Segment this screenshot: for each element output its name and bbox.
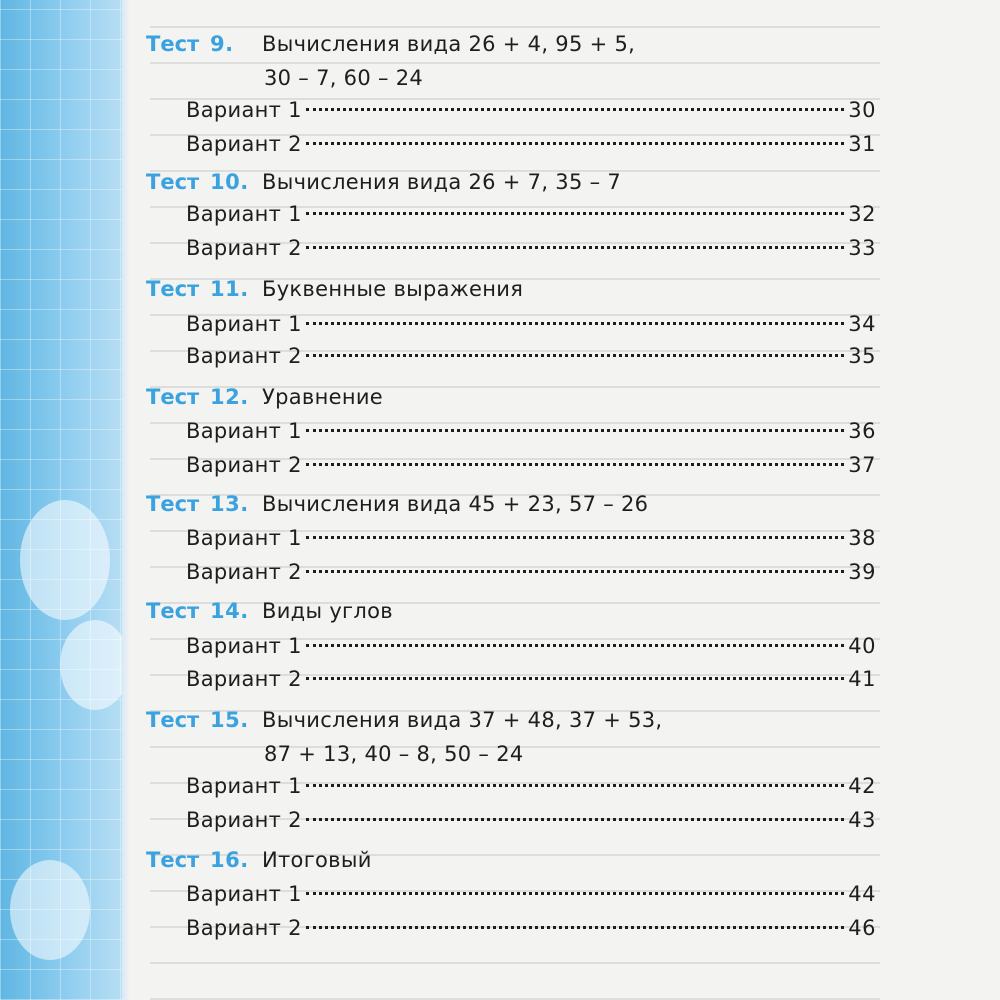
variant-label: Вариант 2 <box>186 667 302 691</box>
test-title: Уравнение <box>262 385 384 409</box>
toc-variant-entry[interactable] <box>186 200 876 228</box>
test-title: Итоговый <box>262 848 372 872</box>
toc-variant-entry[interactable] <box>186 772 876 800</box>
toc-variant-entry[interactable] <box>186 880 876 908</box>
test-word: Тест <box>146 32 200 56</box>
test-title-continued: 87 + 13, 40 – 8, 50 – 24 <box>264 742 524 766</box>
dot-leader <box>306 246 844 249</box>
test-number: 16. <box>210 848 249 872</box>
toc-test-heading <box>146 275 523 303</box>
dot-leader <box>306 818 844 821</box>
test-word: Тест <box>146 848 200 872</box>
test-number: 13. <box>210 492 249 516</box>
page-number: 33 <box>848 236 876 260</box>
page-number: 31 <box>848 132 876 156</box>
page-number: 44 <box>848 882 876 906</box>
test-number: 9. <box>210 32 234 56</box>
variant-label: Вариант 1 <box>186 419 302 443</box>
test-number: 11. <box>210 277 249 301</box>
variant-label: Вариант 1 <box>186 526 302 550</box>
test-number: 15. <box>210 708 249 732</box>
page-number: 38 <box>848 526 876 550</box>
page-number: 30 <box>848 98 876 122</box>
page-number: 32 <box>848 202 876 226</box>
toc-variant-entry[interactable] <box>186 806 876 834</box>
dot-leader <box>306 142 844 145</box>
toc-test-heading <box>146 30 635 58</box>
test-title: Вычисления вида 26 + 4, 95 + 5, <box>262 32 636 56</box>
test-number: 14. <box>210 599 249 623</box>
toc-variant-entry[interactable] <box>186 96 876 124</box>
variant-label: Вариант 2 <box>186 453 302 477</box>
test-word: Тест <box>146 599 200 623</box>
toc-variant-entry[interactable] <box>186 234 876 262</box>
test-number: 12. <box>210 385 249 409</box>
test-title: Буквенные выражения <box>262 277 524 301</box>
toc-variant-entry[interactable] <box>186 417 876 445</box>
toc-test-heading <box>146 383 383 411</box>
toc-test-heading <box>146 846 372 874</box>
toc-variant-entry[interactable] <box>186 342 876 370</box>
page-number: 40 <box>848 634 876 658</box>
test-title: Вычисления вида 26 + 7, 35 – 7 <box>262 170 622 194</box>
toc-test-heading <box>146 168 621 196</box>
dot-leader <box>306 536 844 539</box>
test-word: Тест <box>146 708 200 732</box>
test-number: 10. <box>210 170 249 194</box>
dot-leader <box>306 677 844 680</box>
toc-variant-entry[interactable] <box>186 632 876 660</box>
dot-leader <box>306 354 844 357</box>
toc-test-heading <box>146 597 393 625</box>
test-title: Виды углов <box>262 599 393 623</box>
variant-label: Вариант 2 <box>186 344 302 368</box>
variant-label: Вариант 1 <box>186 882 302 906</box>
toc-variant-entry[interactable] <box>186 665 876 693</box>
page-number: 37 <box>848 453 876 477</box>
test-word: Тест <box>146 170 200 194</box>
variant-label: Вариант 1 <box>186 202 302 226</box>
dot-leader <box>306 463 844 466</box>
page-number: 41 <box>848 667 876 691</box>
test-title: Вычисления вида 45 + 23, 57 – 26 <box>262 492 649 516</box>
variant-label: Вариант 2 <box>186 916 302 940</box>
test-word: Тест <box>146 492 200 516</box>
page-number: 42 <box>848 774 876 798</box>
dot-leader <box>306 322 844 325</box>
toc-variant-entry[interactable] <box>186 914 876 942</box>
test-title-continued: 30 – 7, 60 – 24 <box>264 66 424 90</box>
page-number: 46 <box>848 916 876 940</box>
variant-label: Вариант 2 <box>186 236 302 260</box>
variant-label: Вариант 2 <box>186 132 302 156</box>
dot-leader <box>306 926 844 929</box>
page-number: 34 <box>848 312 876 336</box>
dot-leader <box>306 644 844 647</box>
toc-variant-entry[interactable] <box>186 451 876 479</box>
toc-variant-entry[interactable] <box>186 130 876 158</box>
dot-leader <box>306 892 844 895</box>
variant-label: Вариант 1 <box>186 98 302 122</box>
test-word: Тест <box>146 385 200 409</box>
toc-variant-entry[interactable] <box>186 524 876 552</box>
dot-leader <box>306 108 844 111</box>
variant-label: Вариант 1 <box>186 774 302 798</box>
variant-label: Вариант 1 <box>186 634 302 658</box>
toc-test-heading <box>146 706 662 734</box>
variant-label: Вариант 2 <box>186 560 302 584</box>
page-number: 43 <box>848 808 876 832</box>
variant-label: Вариант 2 <box>186 808 302 832</box>
toc-variant-entry[interactable] <box>186 558 876 586</box>
toc-variant-entry[interactable] <box>186 310 876 338</box>
page-number: 39 <box>848 560 876 584</box>
page-number: 35 <box>848 344 876 368</box>
toc-test-heading <box>146 490 648 518</box>
page-number: 36 <box>848 419 876 443</box>
dot-leader <box>306 429 844 432</box>
dot-leader <box>306 212 844 215</box>
dot-leader <box>306 570 844 573</box>
variant-label: Вариант 1 <box>186 312 302 336</box>
test-title: Вычисления вида 37 + 48, 37 + 53, <box>262 708 663 732</box>
dot-leader <box>306 784 844 787</box>
test-word: Тест <box>146 277 200 301</box>
